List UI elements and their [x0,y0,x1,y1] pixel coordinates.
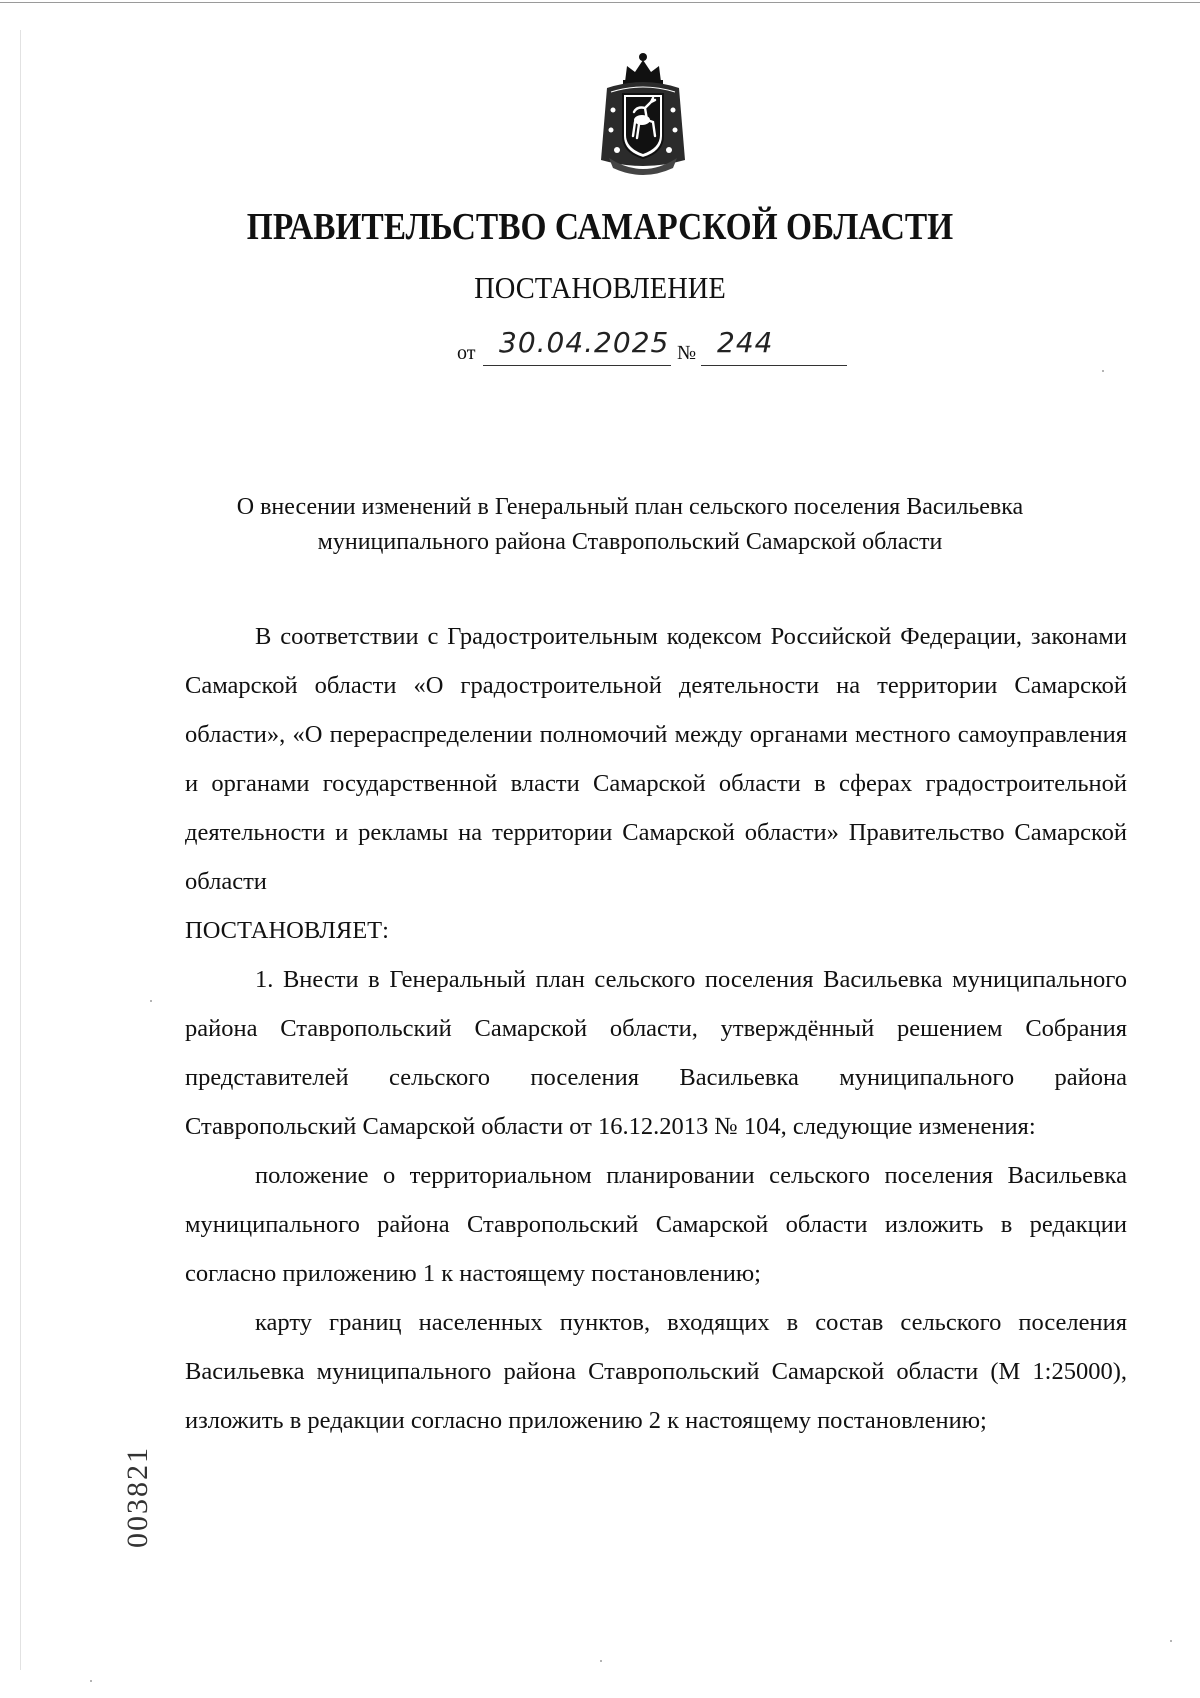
clause-1-paragraph: 1. Внести в Генеральный план сельского поселения Васильевка муниципального района Ставропольский Самарской области, утверждённый решением Собрания представителей сельского поселения Васильевка муниципального района Ставропольский Самарской области от 16.12.2013 № 104, следующие изменения: [185,966,1127,1140]
samara-coat-of-arms-icon [587,40,699,180]
scan-speck [90,1680,92,1682]
date-prefix: от [457,342,476,364]
number-prefix: № [677,342,697,364]
subject-line-2: муниципального района Ставропольский Самарской области [317,529,943,555]
subject-line-1: О внесении изменений в Генеральный план сельского поселения Васильевка [236,494,1024,520]
top-rule [0,2,1200,3]
date-underline [483,365,671,366]
stamp-number: 003821 [121,1446,154,1548]
scan-speck [600,1660,602,1662]
resolution-word: ПОСТАНОВЛЯЕТ: [185,917,389,944]
clause-1-item-2: карту границ населенных пунктов, входящих в состав сельского поселения Васильевка муниципального района Ставропольский Самарской области (М 1:25000), изложить в редакции согласно приложению 2 к настоящему постановлению; [185,1309,1127,1434]
date-number-line [457,326,847,366]
number-value: 244 [717,326,774,359]
scan-speck [1102,370,1104,372]
scan-speck [1170,1640,1172,1642]
document-subject [150,490,1110,560]
document-body [185,612,1127,1445]
registration-stamp [118,1432,158,1562]
document-type: ПОСТАНОВЛЕНИЕ [474,270,726,305]
page-edge [20,30,21,1670]
scan-speck [150,1000,152,1002]
clause-1-item-1: положение о территориальном планировании сельского поселения Васильевка муниципального района Ставропольский Самарской области изложить в редакции согласно приложению 1 к настоящему постановлению; [185,1162,1127,1287]
organization-title: ПРАВИТЕЛЬСТВО САМАРСКОЙ ОБЛАСТИ [246,206,954,248]
preamble-paragraph: В соответствии с Градостроительным кодексом Российской Федерации, законами Самарской области «О градостроительной деятельности на территории Самарской области», «О перераспределении полномочий между органами местного самоуправления и органами государственной власти Самарской области в сферах градостроительной деятельности и рекламы на территории Самарской области» Правительство Самарской области [185,623,1127,895]
date-value: 30.04.2025 [499,326,670,359]
number-underline [701,365,847,366]
